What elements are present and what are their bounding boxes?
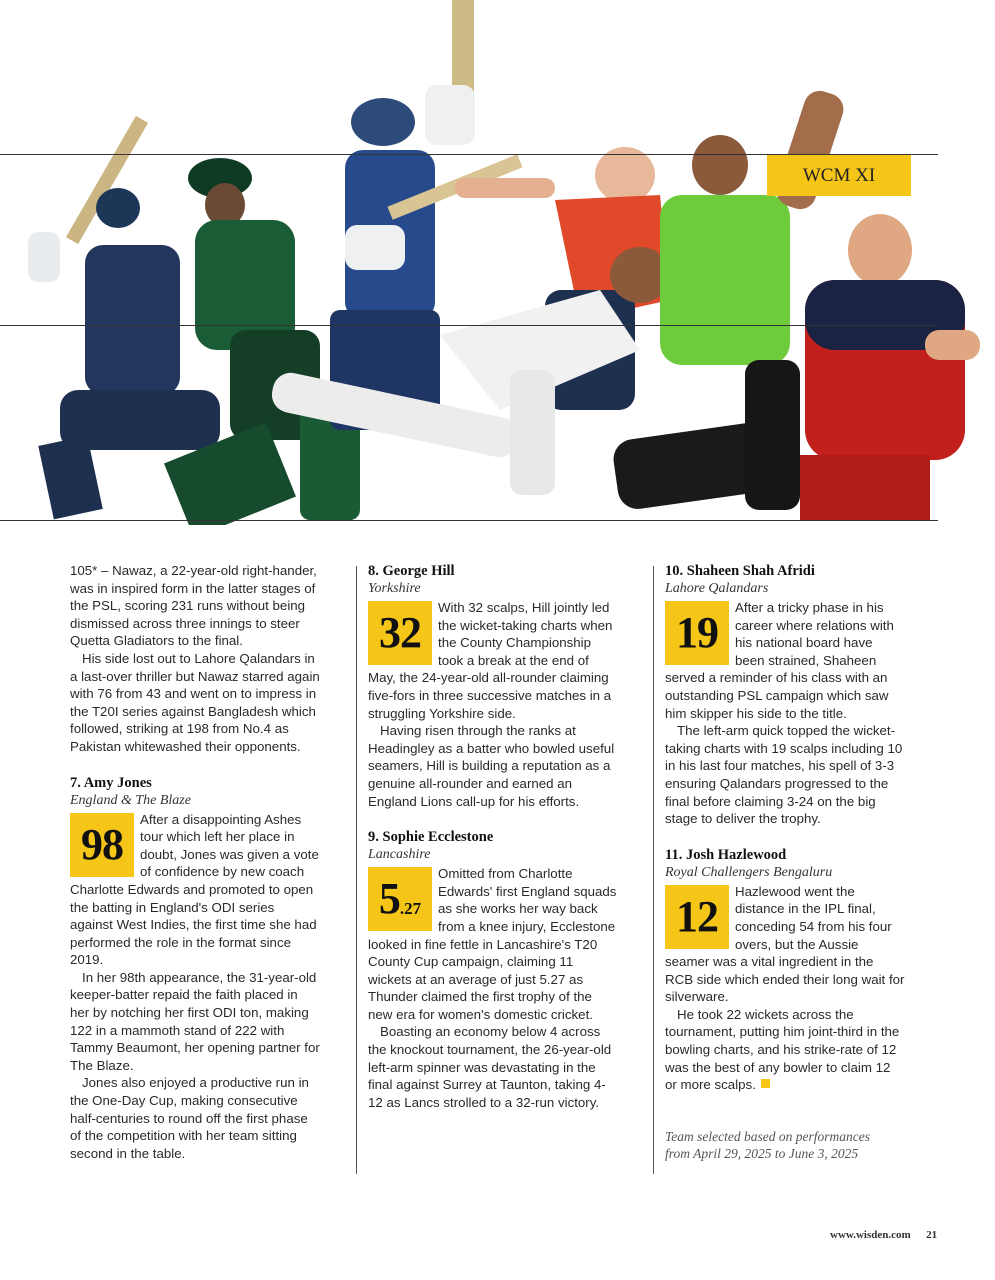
player-team: Lahore Qalandars: [665, 581, 769, 596]
paragraph: His side lost out to Lahore Qalandars in a last-over thriller but Nawaz starred again with 76 from 43 and went on to impress in the T20I series against Bangladesh which followed, striking at 198 from No.4 as Pakistan whitewashed their opponents.: [70, 650, 320, 754]
rule-middle: [0, 325, 938, 326]
player-bowler-rcb: [800, 214, 980, 520]
column-3: [665, 562, 905, 1163]
player-name: 11. Josh Hazlewood: [665, 846, 787, 863]
player-team: England & The Blaze: [70, 792, 191, 808]
hero-photo: [0, 0, 995, 525]
page-number: 21: [926, 1229, 938, 1241]
stat-box: 19: [665, 601, 729, 665]
paragraph: Boasting an economy below 4 across the knockout tournament, the 26-year-old left-arm spinner was devastating in the final against Surrey at Taunton, taking 4-12 as Lancs strolled to a 32-run victory.: [368, 1024, 612, 1110]
end-mark-icon: [761, 1079, 770, 1088]
player-team: Royal Challengers Bengaluru: [665, 864, 833, 880]
player-name: 9. Sophie Ecclestone: [368, 829, 494, 846]
footer-url: www.wisden.com: [830, 1229, 911, 1241]
column-2: [368, 562, 618, 1111]
paragraph: After a tricky phase in his career where relations with his national board have been strained, Shaheen served a reminder of his class with an outstanding PSL campaign which saw him skipper his side to the title.: [665, 600, 894, 721]
player-name: 10. Shaheen Shah Afridi: [665, 563, 815, 579]
paragraph: [665, 1006, 905, 1094]
paragraph: Omitted from Charlotte Edwards' first England squads as she works her way back from a knee injury, Ecclestone looked in fine fettle in Lancashire's T20 County Cup campaign, claiming 11 wickets at an average of just 5.27 as Thunder claimed the first trophy of the new era for women's domestic cricket.: [368, 866, 617, 1022]
footnote-line: from April 29, 2025 to June 3, 2025: [665, 1146, 859, 1162]
player-team: Lancashire: [368, 847, 431, 863]
stat-box: [368, 867, 432, 931]
paragraph: Jones also enjoyed a productive run in the One-Day Cup, making consecutive half-centuries to round off the first phase of the competition with her team sitting second in the table.: [70, 1075, 309, 1161]
player-team: Yorkshire: [368, 581, 421, 596]
section-badge: WCM XI: [767, 155, 911, 196]
page-footer: [830, 1229, 937, 1241]
stat-main: 5: [378, 874, 400, 924]
paragraph: The left-arm quick topped the wicket-taking charts with 19 scalps including 10 in his last four matches, his spell of 3-3 ensuring Qalandars progressed to the final before claiming 3-24 on the big stage to deliver the trophy.: [665, 723, 903, 827]
footnote: [665, 1128, 905, 1163]
rule-bottom: [0, 520, 938, 521]
cricketers-collage-image: [0, 0, 995, 525]
paragraph: Having risen through the ranks at Headingley as a batter who bowled useful seamers, Hill is building a reputation as a genuine all-rounder and earned an England Lions call-up for his efforts.: [368, 723, 615, 809]
player-name: 8. George Hill: [368, 563, 455, 579]
stat-box: 32: [368, 601, 432, 665]
player-name: 7. Amy Jones: [70, 774, 152, 791]
stat-box: 12: [665, 885, 729, 949]
paragraph: Hazlewood went the distance in the IPL final, conceding 54 from his four overs, but the Aussie seamer was a vital ingredient in the RCB side which ended their long wait for silverware.: [665, 883, 905, 1005]
paragraph: With 32 scalps, Hill jointly led the wicket-taking charts when the County Championship took a break at the end of May, the 24-year-old all-rounder claiming five-fors in three successive matches in a struggling Yorkshire side.: [368, 600, 613, 721]
column-divider: [653, 566, 654, 1174]
paragraph: 105* – Nawaz, a 22-year-old right-hander, was in inspired form in the latter stages of the PSL, scoring 231 runs without being dismissed across three innings to steer Quetta Gladiators to the final.: [70, 563, 317, 649]
column-1: [70, 562, 320, 1162]
paragraph-text: He took 22 wickets across the tournament, putting him joint-third in the bowling charts, and his strike-rate of 12 was the best of any bowler to claim 12 or more scalps.: [665, 1006, 900, 1093]
stat-decimal: .27: [399, 899, 422, 919]
paragraph: After a disappointing Ashes tour which left her place in doubt, Jones was given a vote of confidence by new coach Charlotte Edwards and promoted to open the batting in England's ODI series against West Indies, the first time she had performed the role in the format since 2019.: [70, 811, 319, 968]
paragraph: In her 98th appearance, the 31-year-old keeper-batter repaid the faith placed in her by notching her first ODI ton, making 122 in a mammoth stand of 222 with Tammy Beaumont, her opening partner for The Blaze.: [70, 969, 320, 1073]
column-divider: [356, 566, 357, 1174]
footnote-line: Team selected based on performances: [665, 1128, 870, 1144]
stat-box: 98: [70, 813, 134, 877]
